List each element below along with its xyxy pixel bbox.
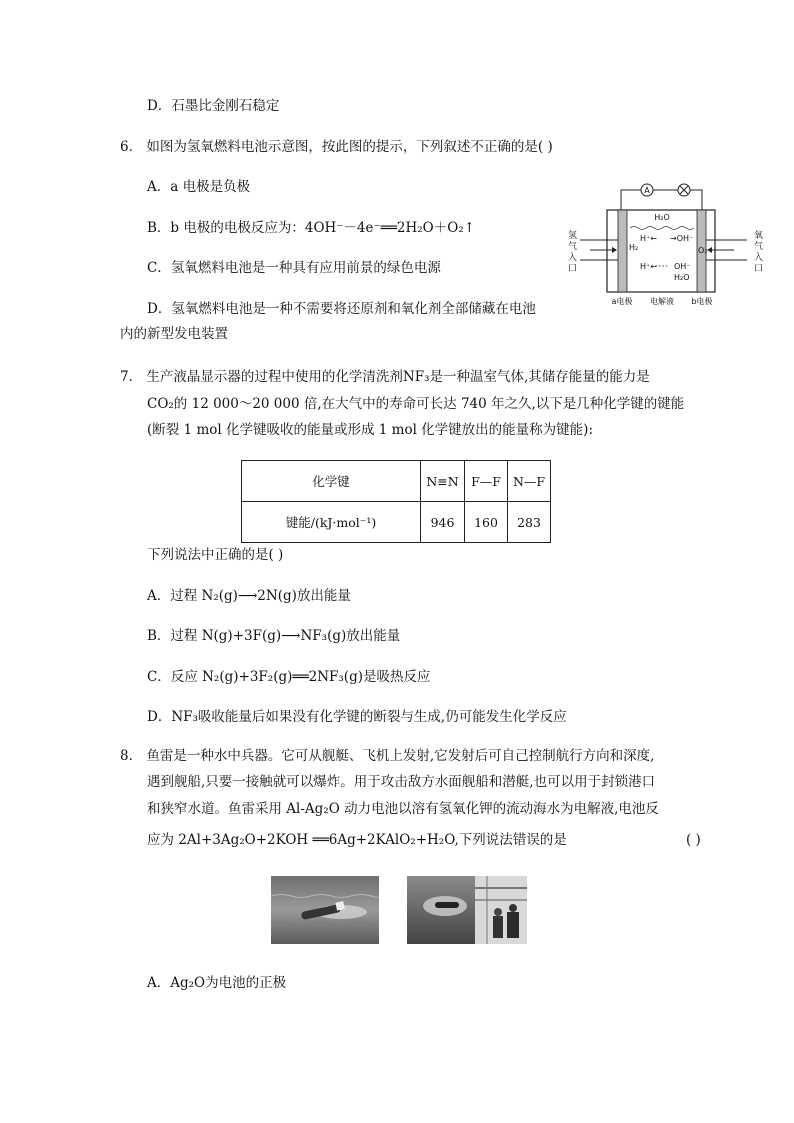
- water-bottom-label: H₂O: [674, 273, 690, 282]
- h2-label: H₂: [629, 243, 639, 252]
- q5-option-d: D．石墨比金刚石稳定: [147, 98, 280, 114]
- hydrogen-inlet-label: 氢气入口: [568, 231, 578, 274]
- q8-option-a: A．Ag₂O为电池的正极: [147, 975, 287, 991]
- q6-option-d: D．氢氧燃料电池是一种不需要将还原剂和氧化剂全部储藏在电池: [147, 301, 536, 317]
- q7-option-d: D．NF₃吸收能量后如果没有化学键的断裂与生成,仍可能发生化学反应: [147, 709, 567, 725]
- q8-stem-line1: 8． 鱼雷是一种水中兵器。它可从舰艇、飞机上发射,它发射后可自己控制航行方向和深度,: [120, 748, 655, 764]
- torpedo-photo-left: [271, 876, 379, 944]
- electrode-b-label: b电极: [691, 297, 713, 306]
- table-header-cell: 化学键: [242, 461, 421, 502]
- ammeter-label: A: [644, 186, 650, 195]
- q7-option-a: A．过程 N₂(g)⟶2N(g)放出能量: [147, 588, 351, 604]
- q7-option-b: B．过程 N(g)+3F(g)⟶NF₃(g)放出能量: [147, 628, 401, 644]
- oh-top: →OH⁻: [670, 234, 694, 243]
- table-cell: 160: [465, 502, 508, 543]
- q6-option-c: C．氢氧燃料电池是一种具有应用前景的绿色电源: [147, 260, 441, 276]
- q7-option-c: C．反应 N₂(g)+3F₂(g)══2NF₃(g)是吸热反应: [147, 669, 431, 685]
- h-plus-top: H⁺←: [640, 234, 657, 243]
- q8-stem-line2: 遇到舰船,只要一接触就可以爆炸。用于攻击敌方水面舰船和潜艇,也可以用于封锁港口: [147, 774, 656, 790]
- electrolyte-label: 电解液: [650, 297, 674, 306]
- q8-answer-paren: ( ): [686, 832, 701, 848]
- table-row-label: 键能/(kJ·mol⁻¹): [242, 502, 421, 543]
- water-top-label: H₂O: [654, 213, 670, 222]
- q8-stem-line3: 和狭窄水道。鱼雷采用 Al-Ag₂O 动力电池以溶有氢氧化钾的流动海水为电解液,电池反: [147, 801, 659, 817]
- table-row: [242, 461, 551, 502]
- table-row: [242, 502, 551, 543]
- q7-question: 下列说法中正确的是( ): [147, 547, 284, 563]
- q6-option-b: B．b 电极的电极反应为：4OH⁻－4e⁻══2H₂O＋O₂↑: [147, 220, 476, 236]
- torpedo-photo-right: [407, 876, 527, 944]
- table-cell: 946: [421, 502, 465, 543]
- fuel-cell-diagram: [562, 180, 772, 310]
- bond-energy-table: [241, 460, 551, 543]
- table-header-cell: N≡N: [421, 461, 465, 502]
- q7-stem-line1: 7． 生产液晶显示器的过程中使用的化学清洗剂NF₃是一种温室气体,其储存能量的能力是: [120, 369, 650, 385]
- h-plus-bottom: H⁺←: [640, 262, 657, 271]
- table-header-cell: N—F: [508, 461, 551, 502]
- oh-bottom: OH⁻: [674, 262, 691, 271]
- oxygen-inlet-label: 氧气入口: [754, 231, 764, 274]
- o2-label: O₂: [698, 246, 708, 255]
- q8-stem-line4: 应为 2Al+3Ag₂O+2KOH ══6Ag+2KAlO₂+H₂O,下列说法错误的是: [147, 832, 567, 848]
- electrode-a: [618, 210, 627, 292]
- q6-option-a: A．a 电极是负极: [147, 179, 251, 195]
- table-cell: 283: [508, 502, 551, 543]
- electrode-a-label: a电极: [611, 297, 633, 306]
- table-header-cell: F—F: [465, 461, 508, 502]
- q7-stem-line2: CO₂的 12 000～20 000 倍,在大气中的寿命可长达 740 年之久,以下是几种化学键的键能: [147, 396, 685, 412]
- q7-stem-line3: (断裂 1 mol 化学键吸收的能量或形成 1 mol 化学键放出的能量称为键能):: [147, 422, 594, 438]
- q6-option-d-cont: 内的新型发电装置: [120, 326, 228, 342]
- q6-stem: 6． 如图为氢氧燃料电池示意图，按此图的提示，下列叙述不正确的是( ): [120, 139, 553, 155]
